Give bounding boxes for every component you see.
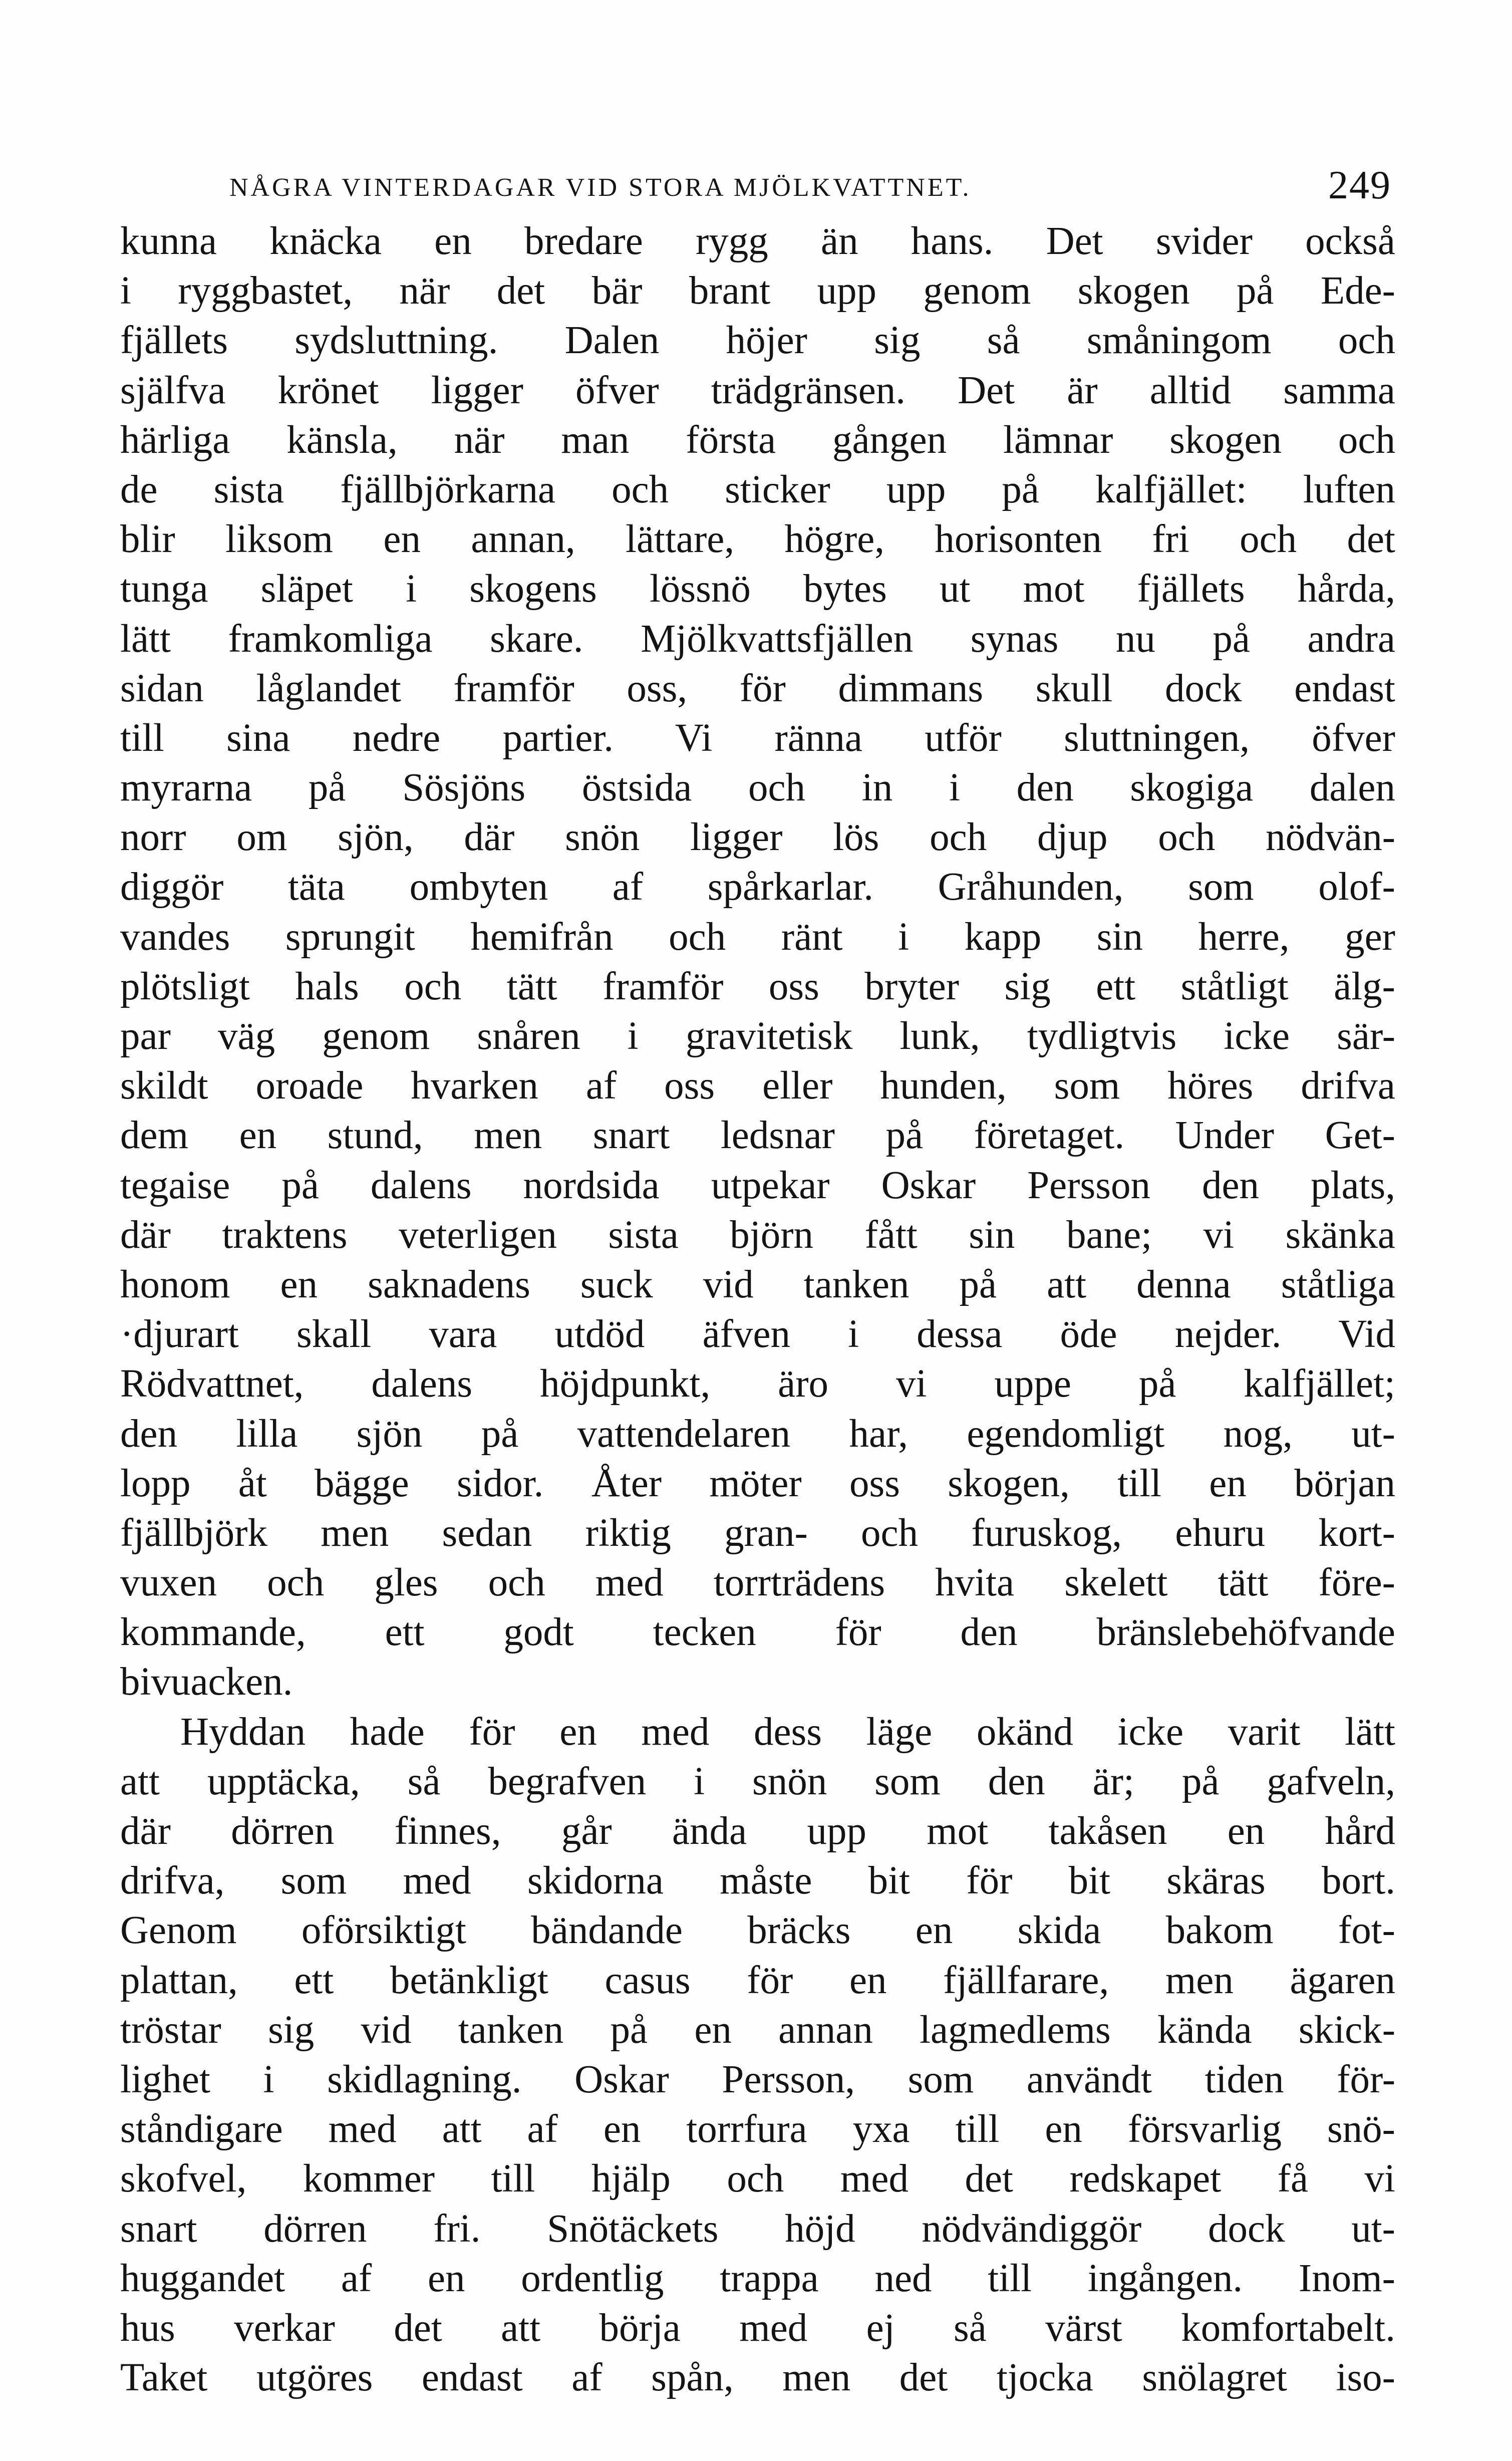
text-line: par väg genom snåren i gravitetisk lunk, tydligtvis icke sär- xyxy=(120,1014,1395,1058)
text-line: lopp åt bägge sidor. Åter möter oss skogen, till en början xyxy=(120,1461,1395,1505)
text-line: lighet i skidlagning. Oskar Persson, som användt tiden för- xyxy=(120,2057,1395,2101)
text-line: den lilla sjön på vattendelaren har, egendomligt nog, ut- xyxy=(120,1412,1395,1456)
text-line: Rödvattnet, dalens höjdpunkt, äro vi uppe på kalfjället; xyxy=(120,1362,1395,1406)
text-line: tunga släpet i skogens lössnö bytes ut mot fjällets hårda, xyxy=(120,567,1395,611)
text-line: i ryggbastet, när det bär brant upp genom skogen på Ede- xyxy=(120,269,1395,313)
text-line: där traktens veterligen sista björn fått sin bane; vi skänka xyxy=(120,1213,1395,1257)
text-line: lätt framkomliga skare. Mjölkvattsfjällen synas nu på andra xyxy=(120,617,1395,661)
page-number: 249 xyxy=(1328,163,1391,207)
text-line: bivuacken. xyxy=(120,1660,293,1704)
text-line: huggandet af en ordentlig trappa ned till ingången. Inom- xyxy=(120,2256,1395,2300)
text-line: kommande, ett godt tecken för den bränslebehöfvande xyxy=(120,1610,1395,1655)
text-line: plötsligt hals och tätt framför oss bryter sig ett ståtligt älg- xyxy=(120,964,1395,1008)
text-line: hus verkar det att börja med ej så värst komfortabelt. xyxy=(120,2306,1395,2350)
text-line: norr om sjön, där snön ligger lös och djup och nödvän- xyxy=(120,815,1395,860)
text-line: plattan, ett betänkligt casus för en fjällfarare, men ägaren xyxy=(120,1958,1395,2002)
text-line: tröstar sig vid tanken på en annan lagmedlems kända skick- xyxy=(120,2008,1395,2052)
text-line: snart dörren fri. Snötäckets höjd nödvändiggör dock ut- xyxy=(120,2207,1395,2251)
text-line: sidan låglandet framför oss, för dimmans skull dock endast xyxy=(120,666,1395,710)
text-line: drifva, som med skidorna måste bit för bit skäras bort. xyxy=(120,1859,1395,1903)
text-line: vuxen och gles och med torrträdens hvita skelett tätt före- xyxy=(120,1561,1395,1605)
text-line: blir liksom en annan, lättare, högre, horisonten fri och det xyxy=(120,517,1395,562)
text-line: till sina nedre partier. Vi ränna utför sluttningen, öfver xyxy=(120,716,1395,760)
text-line: Hyddan hade för en med dess läge okänd icke varit lätt xyxy=(180,1710,1395,1754)
body-text xyxy=(120,216,1395,2402)
text-line: härliga känsla, när man första gången lämnar skogen och xyxy=(120,418,1395,462)
text-line: där dörren finnes, går ända upp mot takåsen en hård xyxy=(120,1809,1395,1853)
text-line: skofvel, kommer till hjälp och med det redskapet få vi xyxy=(120,2157,1395,2201)
text-line: tegaise på dalens nordsida utpekar Oskar Persson den plats, xyxy=(120,1163,1395,1207)
text-line: Genom oförsiktigt bändande bräcks en skida bakom fot- xyxy=(120,1908,1395,1953)
text-line: ·djurart skall vara utdöd äfven i dessa öde nejder. Vid xyxy=(120,1312,1395,1356)
text-line: kunna knäcka en bredare rygg än hans. Det svider också xyxy=(120,219,1395,263)
text-line: fjällbjörk men sedan riktig gran- och furuskog, ehuru kort- xyxy=(120,1511,1395,1555)
text-line: myrarna på Sösjöns östsida och in i den skogiga dalen xyxy=(120,766,1395,810)
text-line: själfva krönet ligger öfver trädgränsen. Det är alltid samma xyxy=(120,368,1395,412)
text-line: Taket utgöres endast af spån, men det tjocka snölagret iso- xyxy=(120,2356,1395,2400)
text-line: ståndigare med att af en torrfura yxa till en försvarlig snö- xyxy=(120,2107,1395,2151)
text-line: fjällets sydsluttning. Dalen höjer sig så småningom och xyxy=(120,319,1395,363)
running-title: NÅGRA VINTERDAGAR VID STORA MJÖLKVATTNET. xyxy=(229,173,972,202)
text-line: honom en saknadens suck vid tanken på att denna ståtliga xyxy=(120,1262,1395,1306)
text-line: diggör täta ombyten af spårkarlar. Gråhunden, som olof- xyxy=(120,865,1395,909)
text-line: att upptäcka, så begrafven i snön som den är; på gafveln, xyxy=(120,1759,1395,1803)
text-line: vandes sprungit hemifrån och ränt i kapp sin herre, ger xyxy=(120,915,1395,959)
text-line: dem en stund, men snart ledsnar på företaget. Under Get- xyxy=(120,1114,1395,1158)
text-line: skildt oroade hvarken af oss eller hunden, som höres drifva xyxy=(120,1064,1395,1108)
text-line: de sista fjällbjörkarna och sticker upp på kalfjället: luften xyxy=(120,467,1395,511)
running-head xyxy=(124,163,1391,213)
